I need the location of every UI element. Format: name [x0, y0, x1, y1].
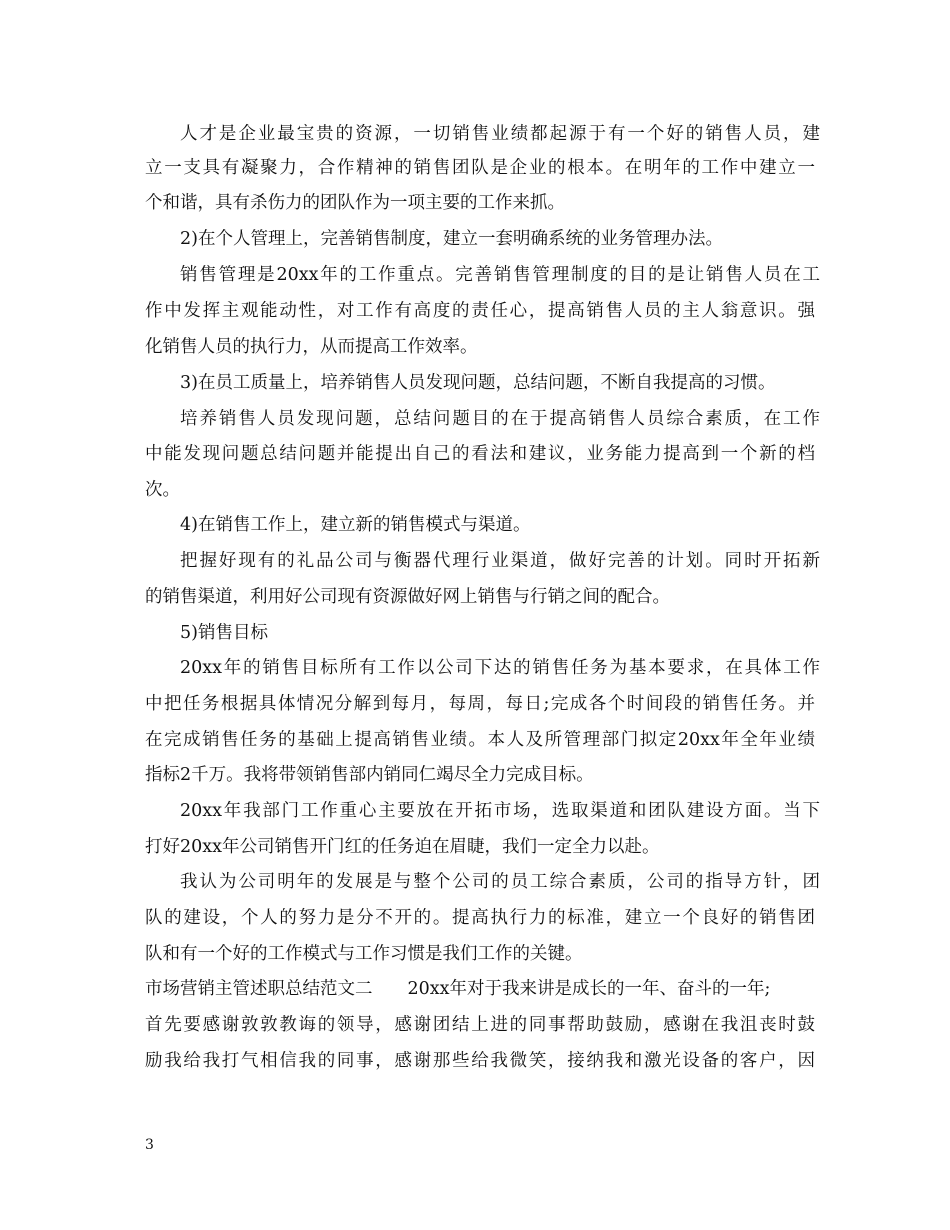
- page-number: 3: [145, 1137, 154, 1153]
- text-line: 作中发挥主观能动性，对工作有高度的责任心，提高销售人员的主人翁意识。强: [145, 301, 815, 321]
- text-line: 在完成销售任务的基础上提高销售业绩。本人及所管理部门拟定20xx年全年业绩: [145, 730, 815, 750]
- text-line: 4)在销售工作上，建立新的销售模式与渠道。: [180, 515, 531, 535]
- text-line: 我认为公司明年的发展是与整个公司的员工综合素质，公司的指导方针，团: [180, 872, 820, 892]
- text-line: 中能发现问题总结问题并能提出自己的看法和建议，业务能力提高到一个新的档: [145, 444, 815, 464]
- text-line: 打好20xx年公司销售开门红的任务迫在眉睫，我们一定全力以赴。: [145, 837, 660, 857]
- text-line: 首先要感谢敦敦教诲的领导，感谢团结上进的同事帮助鼓励，感谢在我沮丧时鼓: [145, 1015, 815, 1035]
- text-line: 励我给我打气相信我的同事，感谢那些给我微笑，接纳我和激光设备的客户，因: [145, 1051, 815, 1071]
- text-line: 人才是企业最宝贵的资源，一切销售业绩都起源于有一个好的销售人员，建: [180, 124, 820, 144]
- text-line: 销售管理是20xx年的工作重点。完善销售管理制度的目的是让销售人员在工: [180, 265, 820, 285]
- text-line: 个和谐，具有杀伤力的团队作为一项主要的工作来抓。: [145, 193, 565, 213]
- text-line: 3)在员工质量上，培养销售人员发现问题，总结问题，不断自我提高的习惯。: [180, 373, 776, 393]
- text-line: 指标2千万。我将带领销售部内销同仁竭尽全力完成目标。: [145, 765, 594, 785]
- text-line: 20xx年的销售目标所有工作以公司下达的销售任务为基本要求，在具体工作: [180, 658, 820, 678]
- text-line: 5)销售目标: [180, 623, 268, 643]
- text-line: 队和有一个好的工作模式与工作习惯是我们工作的关键。: [145, 944, 583, 964]
- text-line: 20xx年我部门工作重心主要放在开拓市场，选取渠道和团队建设方面。当下: [180, 801, 820, 821]
- text-line: 的销售渠道，利用好公司现有资源做好网上销售与行销之间的配合。: [145, 587, 670, 607]
- text-line: 次。: [145, 480, 180, 500]
- text-line: 培养销售人员发现问题，总结问题目的在于提高销售人员综合素质，在工作: [180, 409, 820, 429]
- text-line: 2)在个人管理上，完善销售制度，建立一套明确系统的业务管理办法。: [180, 229, 723, 249]
- text-line: 化销售人员的执行力，从而提高工作效率。: [145, 337, 478, 357]
- section-heading-line: 市场营销主管述职总结范文二 20xx年对于我来讲是成长的一年、奋斗的一年;: [145, 979, 771, 999]
- text-line: 队的建设，个人的努力是分不开的。提高执行力的标准，建立一个良好的销售团: [145, 908, 815, 928]
- text-line: 立一支具有凝聚力，合作精神的销售团队是企业的根本。在明年的工作中建立一: [145, 158, 815, 178]
- text-line: 把握好现有的礼品公司与衡器代理行业渠道，做好完善的计划。同时开拓新: [180, 551, 820, 571]
- text-line: 中把任务根据具体情况分解到每月，每周，每日;完成各个时间段的销售任务。并: [145, 694, 815, 714]
